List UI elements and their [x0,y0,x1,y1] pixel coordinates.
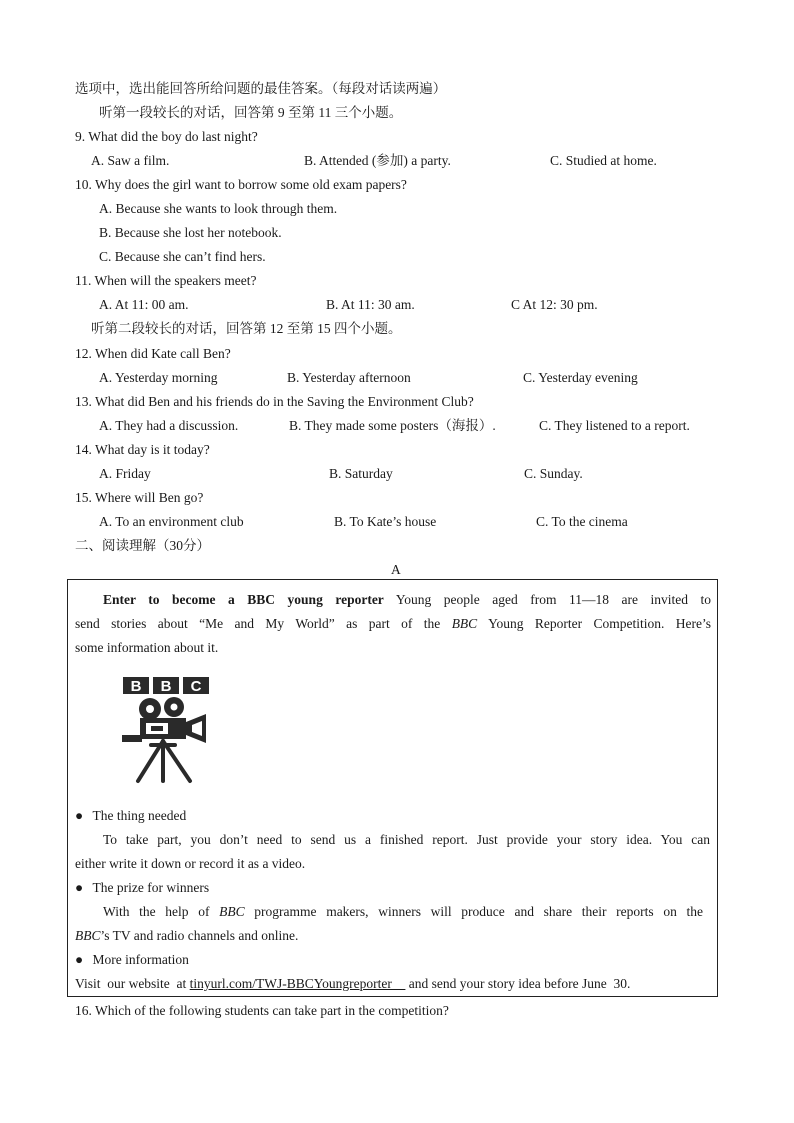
bullet-2-dot: ● [75,880,84,895]
section1-intro: 听第一段较长的对话，回答第 9 至第 11 三个小题。 [99,105,403,120]
q9-option-b: B. Attended (参加) a party. [304,153,451,168]
q12-option-a: A. Yesterday morning [99,370,218,385]
website-link[interactable]: tinyurl.com/TWJ-BBCYoungreporter [189,976,406,991]
section2-intro: 听第二段较长的对话，回答第 12 至第 15 四个小题。 [91,321,402,336]
q15-option-b: B. To Kate’s house [334,514,437,529]
visit-line [75,975,630,993]
bullet-2-bbc-italic: BBC [219,904,245,919]
q11-option-a: A. At 11: 00 am. [99,297,189,312]
q15-option-c: C. To the cinema [536,514,628,529]
q11-option-c: C At 12: 30 pm. [511,297,598,312]
bbc-camera-logo [120,677,212,787]
q10-stem: 10. Why does the girl want to borrow some old exam papers? [75,177,407,192]
q10-option-a: A. Because she wants to look through them. [99,201,338,216]
tripod-icon [138,741,190,781]
q13-stem: 13. What did Ben and his friends do in the Saving the Environment Club? [75,394,474,409]
q15-stem: 15. Where will Ben go? [75,490,204,505]
bullet-2-text-b: programme makers, winners will produce and share their reports on the [254,904,703,919]
bullet-3-title-line [75,951,189,969]
q9-option-a: A. Saw a film. [91,153,170,168]
bullet-1-title: The thing needed [92,808,187,823]
logo-letter-2: B [160,678,172,695]
bullet-1-line-1: To take part, you don’t need to send us a finished report. Just provide your story idea. You can [103,832,710,847]
q14-stem: 14. What day is it today? [75,442,210,457]
camera-icon [122,697,206,743]
q10-option-b: B. Because she lost her notebook. [99,225,282,240]
bullet-2-title-line [75,879,209,897]
bullet-2-line-2 [75,927,298,945]
intro-line-1 [103,591,711,609]
passage-label: A [391,562,401,577]
intro-text-2a: send stories about “Me and My World” as part of the [75,616,441,631]
q11-stem: 11. When will the speakers meet? [75,273,257,288]
intro-line-2 [75,615,711,633]
bullet-1-title-line [75,807,186,825]
q9-option-c: C. Studied at home. [550,153,657,168]
intro-bold-title: Enter to become a BBC young reporter [103,592,384,607]
intro-bbc-italic: BBC [451,616,478,631]
q13-option-c: C. They listened to a report. [539,418,690,433]
passage-box [67,579,718,997]
q15-option-a: A. To an environment club [99,514,244,529]
bullet-2-title: The prize for winners [92,880,210,895]
q12-option-c: C. Yesterday evening [523,370,638,385]
q9-stem: 9. What did the boy do last night? [75,129,258,144]
q13-option-b: B. They made some posters（海报）. [289,418,496,433]
visit-text-a: Visit our website at [75,976,187,991]
bullet-1-dot: ● [75,808,84,823]
bullet-1-line-2: either write it down or record it as a video. [75,856,306,871]
bullet-3-dot: ● [75,952,84,967]
q13-option-a: A. They had a discussion. [99,418,239,433]
intro-text-1: Young people aged from 11—18 are invited to [395,592,712,607]
intro-text-2b: Young Reporter Competition. Here’s [488,616,712,631]
logo-letter-3: C [190,678,202,695]
logo-letter-1: B [130,678,142,695]
bullet-2-line-2-bbc: BBC [75,928,101,943]
instruction-tail: 选项中，选出能回答所给问题的最佳答案。（每段对话读两遍） [75,81,447,96]
q10-option-c: C. Because she can’t find hers. [99,249,266,264]
bullet-2-line-2-text: ’s TV and radio channels and online. [100,928,299,943]
q14-option-c: C. Sunday. [524,466,583,481]
q14-option-a: A. Friday [99,466,151,481]
bullet-3-title: More information [92,952,189,967]
bullet-2-text-a: With the help of [103,904,210,919]
q16-stem: 16. Which of the following students can take part in the competition? [75,1003,449,1018]
q14-option-b: B. Saturday [329,466,393,481]
visit-text-b: and send your story idea before June 30. [405,976,631,991]
intro-line-3: some information about it. [75,640,219,655]
q12-option-b: B. Yesterday afternoon [287,370,411,385]
bullet-2-line-1 [103,903,703,921]
q12-stem: 12. When did Kate call Ben? [75,346,231,361]
q11-option-b: B. At 11: 30 am. [326,297,415,312]
reading-heading: 二、阅读理解（30分） [75,538,210,553]
